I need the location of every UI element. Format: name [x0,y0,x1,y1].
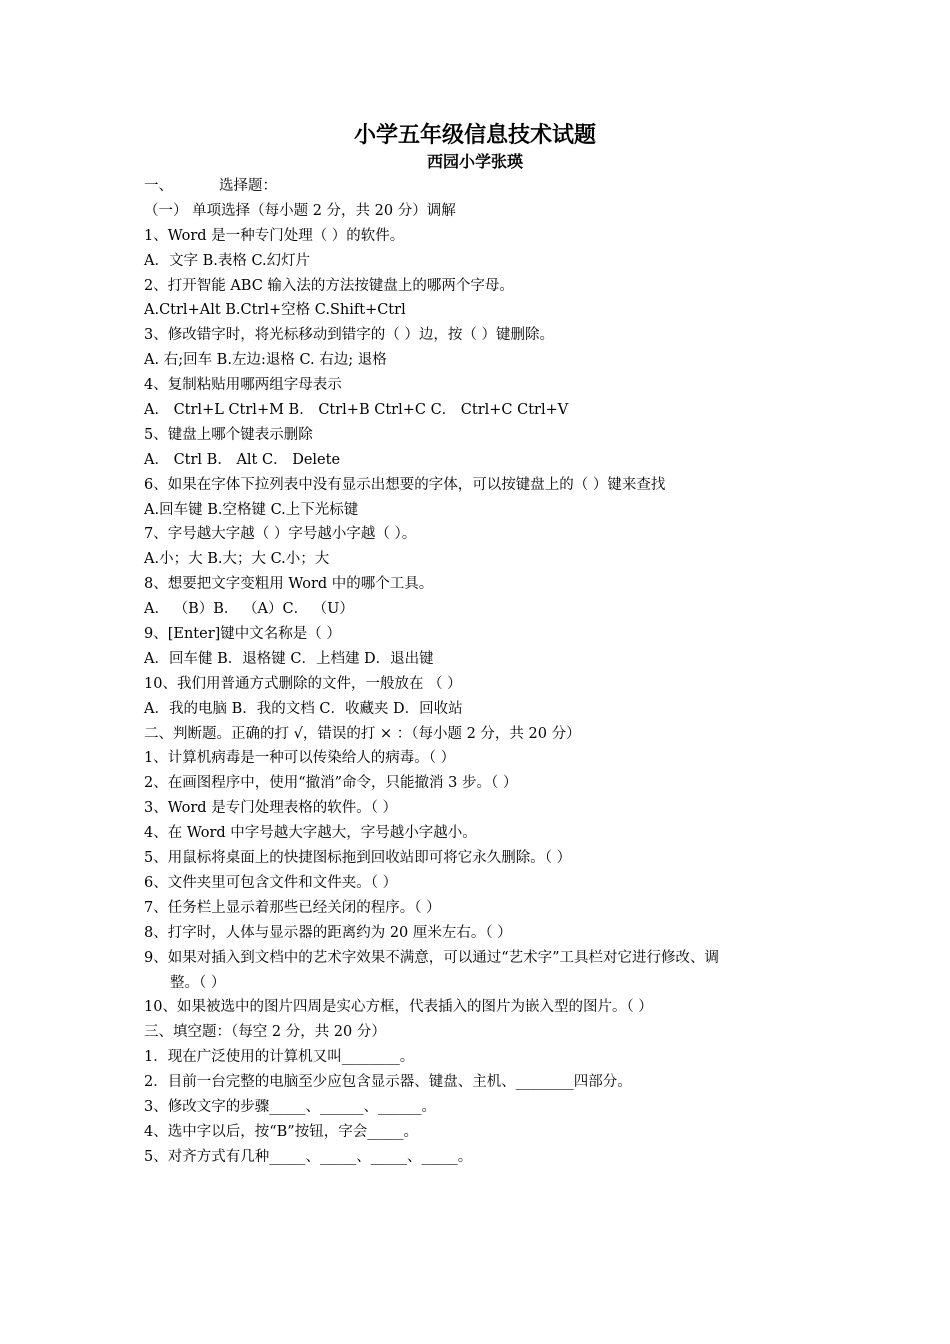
question-line: 8、想要把文字变粗用 Word 中的哪个工具。 [144,576,434,593]
answer-options: A．回车健 B．退格键 C．上档建 D．退出键 [144,650,434,667]
question-line: 8、打字时，人体与显示器的距离约为 20 厘米左右。（ ） [144,924,512,941]
question-line: 3、修改错字时，将光标移动到错字的（ ）边，按（ ）键删除。 [144,327,554,344]
answer-options: A．文字 B.表格 C.幻灯片 [144,252,311,269]
question-line: 5、对齐方式有几种_____、_____、_____、_____。 [144,1148,473,1165]
question-line: 4、在 Word 中字号越大字越大，字号越小字越小。 [144,825,477,842]
question-line: 2、在画图程序中，使用“撤消”命令，只能撤消 3 步。（ ） [144,775,518,792]
section-heading-fill-in: 三、填空题：（每空 2 分，共 20 分） [144,1024,386,1041]
answer-options: A.小；大 B.大；大 C.小；大 [144,551,330,568]
question-line: 7、字号越大字越（ ）字号越小字越（ ）。 [144,526,417,543]
document-title: 小学五年级信息技术试题 [353,123,596,148]
question-line: 3、Word 是专门处理表格的软件。（ ） [144,800,398,817]
document-body [144,174,844,1170]
answer-options: A． Ctrl+L Ctrl+M B． Ctrl+B Ctrl+C C． Ctrl+C Ctrl+V [144,402,569,419]
question-line: 9、如果对插入到文档中的艺术字效果不满意，可以通过“艺术字”工具栏对它进行修改、调 [144,949,720,966]
question-line: 3、修改文字的步骤_____、______、______。 [144,1098,436,1115]
question-line-continuation: 整。（ ） [170,974,226,991]
answer-options: A.Ctrl+Alt B.Ctrl+空格 C.Shift+Ctrl [144,302,406,319]
question-line: 10、我们用普通方式删除的文件，一般放在 （ ） [144,675,462,692]
section-heading-judgement: 二、判断题。正确的打 √，错误的打 × ：（每小题 2 分，共 20 分） [144,725,581,742]
answer-options: A. 右;回车 B.左边:退格 C. 右边; 退格 [144,352,387,369]
question-line: 5、用鼠标将桌面上的快捷图标拖到回收站即可将它永久删除。（ ） [144,850,572,867]
question-line: 1、计算机病毒是一种可以传染给人的病毒。（ ） [144,750,456,767]
question-line: 2．目前一台完整的电脑至少应包含显示器、键盘、主机、________四部分。 [144,1074,632,1091]
question-line: 1、Word 是一种专门处理（ ）的软件。 [144,227,405,244]
answer-options: A． Ctrl B． Alt C． Delete [144,451,341,468]
question-line: 1．现在广泛使用的计算机又叫________。 [144,1049,415,1066]
answer-options: A.回车键 B.空格键 C.上下光标键 [144,501,359,518]
question-line: 10、如果被选中的图片四周是实心方框，代表插入的图片为嵌入型的图片。（ ） [144,999,653,1016]
question-line: 4、复制粘贴用哪两组字母表示 [144,377,342,394]
section-label: 选择题： [219,178,277,194]
answer-options: A． （B）B． （A）C． （U） [144,601,354,618]
question-line: 2、打开智能 ABC 输入法的方法按键盘上的哪两个字母。 [144,277,514,294]
question-line: （一） 单项选择（每小题 2 分，共 20 分）调解 [144,202,456,219]
question-line: 6、文件夹里可包含文件和文件夹。（ ） [144,874,398,891]
question-line: 6、如果在字体下拉列表中没有显示出想要的字体，可以按键盘上的（ ）键来查找 [144,476,666,493]
question-line: 7、任务栏上显示着那些已经关闭的程序。（ ） [144,899,441,916]
question-line: 5、键盘上哪个键表示删除 [144,426,313,443]
question-line: 4、选中字以后，按“B”按钮，字会_____。 [144,1123,418,1140]
answer-options: A．我的电脑 B．我的文档 C．收藏夹 D．回收站 [144,700,463,717]
section-heading-choice [144,174,844,199]
question-line: 9、[Enter]键中文名称是（ ） [144,626,341,643]
document-author: 西园小学张瑛 [426,152,523,171]
section-number: 一、 [144,178,173,194]
